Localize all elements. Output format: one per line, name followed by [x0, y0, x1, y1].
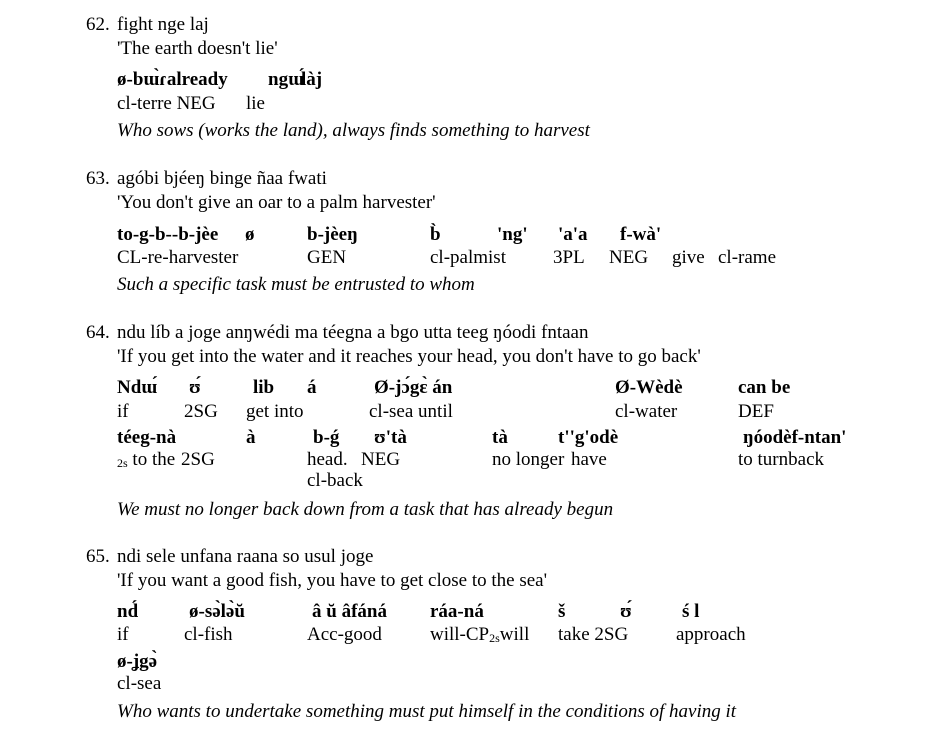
gloss-word: ø	[245, 224, 255, 245]
example-65-meaning: Who wants to undertake something must put himself in the conditions of having it	[117, 701, 737, 722]
gloss-word: š	[558, 601, 566, 622]
gloss-subscript: 2s	[117, 456, 128, 470]
gloss-word: ŋóodèf-ntan'	[743, 427, 847, 448]
gloss-label: DEF	[738, 401, 774, 422]
gloss-label: NEG	[361, 449, 401, 470]
gloss-word: can be	[738, 377, 791, 398]
example-64-meaning: We must no longer back down from a task that has already begun	[117, 499, 614, 520]
example-63-phrase: agóbi bjéeŋ binge ñaa fwati	[117, 168, 327, 189]
gloss-label: 3PL	[553, 247, 585, 268]
gloss-word: ʊ́	[620, 601, 632, 622]
example-65-phrase: ndi sele unfana raana so usul joge	[117, 546, 374, 567]
gloss-label: cl-back	[307, 470, 363, 491]
gloss-word: téeg-nà	[117, 427, 177, 448]
gloss-word: làj	[301, 69, 323, 90]
gloss-label: Acc-good	[307, 624, 382, 645]
gloss-label: 2SG	[184, 401, 218, 422]
example-62-phrase: fight nge laj	[117, 14, 209, 35]
gloss-word: t''g'odè	[558, 427, 619, 448]
gloss-label: CL-re-harvester	[117, 247, 239, 268]
gloss-label: cl-terre NEG	[117, 93, 216, 114]
gloss-word: b̀	[430, 224, 441, 245]
gloss-word: tà	[492, 427, 508, 448]
gloss-label: cl-palmist	[430, 247, 506, 268]
gloss-label: if	[117, 624, 129, 645]
gloss-label: have	[571, 449, 607, 470]
example-63-translation: 'You don't give an oar to a palm harvester'	[117, 192, 436, 213]
gloss-word: f-wà'	[620, 224, 662, 245]
gloss-word: á	[307, 377, 317, 398]
example-63-number: 63.	[86, 168, 110, 189]
gloss-word: ø-sə̀lə̀ŭ	[189, 601, 245, 622]
gloss-word: Ndɯ́	[117, 377, 158, 398]
example-64-translation: 'If you get into the water and it reaches your head, you don't have to go back'	[117, 346, 701, 367]
gloss-word: ś l	[682, 601, 700, 622]
gloss-word: Ø-Wèdè	[615, 377, 683, 398]
gloss-word: à	[246, 427, 256, 448]
gloss-label: cl-rame	[718, 247, 777, 268]
example-64-phrase: ndu líb a joge anŋwédi ma téegna a bgo utta teeg ŋóodi fntaan	[117, 322, 589, 343]
gloss-label: 2SG	[181, 449, 215, 470]
gloss-label: approach	[676, 624, 746, 645]
gloss-label: get into	[246, 401, 304, 422]
gloss-subscript: 2s	[489, 631, 500, 645]
example-62-number: 62.	[86, 14, 110, 35]
gloss-word: nd́	[117, 601, 139, 622]
gloss-word: ø-ʝgə̀	[117, 651, 158, 672]
example-63-meaning: Such a specific task must be entrusted to whom	[117, 274, 475, 295]
gloss-label: no longer	[492, 449, 565, 470]
gloss-label: cl-sea	[117, 673, 162, 694]
example-62-translation: 'The earth doesn't lie'	[117, 38, 278, 59]
gloss-word: ʊ́	[189, 377, 201, 398]
gloss-word: 'a'a	[558, 224, 588, 245]
gloss-word: b-jèeŋ	[307, 224, 358, 245]
gloss-label: cl-water	[615, 401, 678, 422]
gloss-word: ø-bɯ̀ɾalready	[117, 69, 228, 90]
gloss-word: 'ng'	[497, 224, 528, 245]
gloss-word: lib	[253, 377, 275, 398]
example-64-number: 64.	[86, 322, 110, 343]
gloss-word: ʊ'tà	[374, 427, 407, 448]
gloss-label: lie	[246, 93, 265, 114]
example-65-translation: 'If you want a good fish, you have to get close to the sea'	[117, 570, 548, 591]
gloss-label: NEG	[609, 247, 649, 268]
gloss-label: $_{2s}$ to the	[117, 449, 176, 470]
gloss-label: cl-fish	[184, 624, 233, 645]
gloss-word: ngɯ́	[268, 69, 304, 90]
gloss-label: give	[672, 247, 705, 268]
gloss-label: head.	[307, 449, 348, 470]
gloss-word: to-g-b--b-jèe	[117, 224, 219, 245]
gloss-label: if	[117, 401, 129, 422]
gloss-word: b-ǵ	[313, 427, 340, 448]
gloss-word: Ø-jɔ́gɛ̀ án	[374, 377, 453, 398]
gloss-label: cl-sea until	[369, 401, 453, 422]
gloss-label: GEN	[307, 247, 347, 268]
gloss-label: take 2SG	[558, 624, 629, 645]
example-65-number: 65.	[86, 546, 110, 567]
example-62-meaning: Who sows (works the land), always finds something to harvest	[117, 120, 590, 141]
gloss-label: will-$CP_{2s}will$	[430, 624, 530, 645]
gloss-label: to turnback	[738, 449, 825, 470]
gloss-word: â ŭ âfáná	[312, 601, 387, 622]
gloss-word: ráa-ná	[430, 601, 484, 622]
